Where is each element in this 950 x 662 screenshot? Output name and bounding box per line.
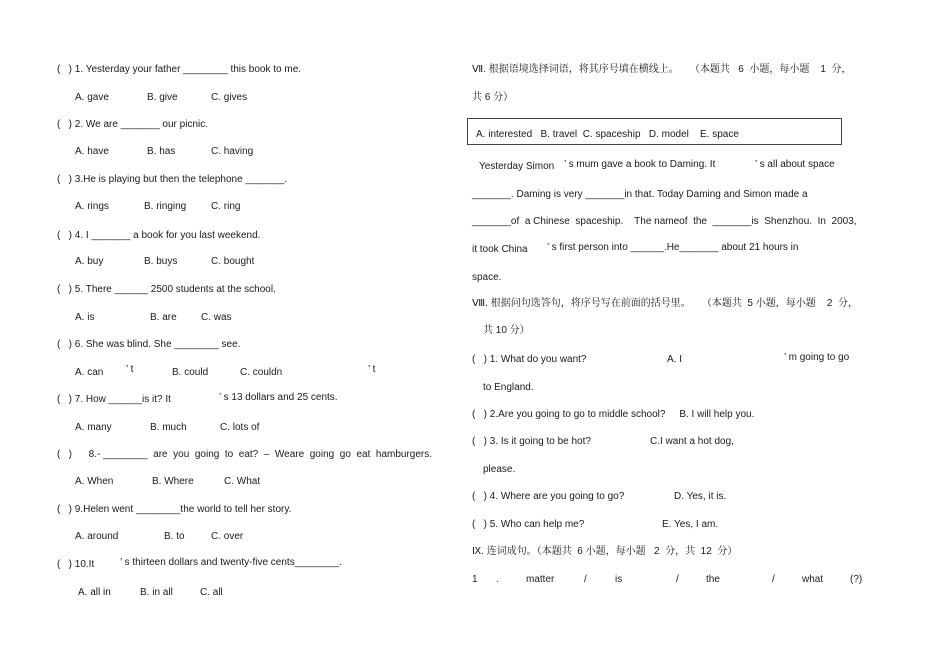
question-10: ( ) 10.It	[57, 559, 95, 570]
question-10-cont: ’ s thirteen dollars and twenty-five cents________.	[120, 557, 342, 568]
q9-option-c: C. over	[211, 531, 244, 542]
dialogue-4-question: ( ) 4. Where are you going to go?	[472, 491, 625, 502]
q2-option-c: C. having	[211, 146, 254, 157]
q6-option-c: C. couldn	[240, 367, 283, 378]
question-9: ( ) 9.Helen went ________the world to tell her story.	[57, 504, 292, 515]
q5-option-a: A. is	[75, 312, 95, 323]
q6-option-a: A. can	[75, 367, 104, 378]
q1-option-b: B. give	[147, 92, 178, 103]
q7-option-c: C. lots of	[220, 422, 260, 433]
section-8-title: Ⅷ. 根据问句选答句，将序号写在前面的括号里。 （本题共 5 小题，每小题 2 分，	[472, 298, 858, 309]
s9-q1-word-1: matter	[526, 574, 555, 585]
section-9-title: Ⅸ. 连词成句。（本题共 6 小题，每小题 2 分，共 12 分）	[472, 546, 738, 557]
s9-q1-dot: .	[496, 574, 499, 585]
dialogue-answer-e: E. Yes, I am.	[662, 519, 719, 530]
s9-q1-slash-2: /	[676, 574, 679, 585]
s9-q1-slash-1: /	[584, 574, 587, 585]
q5-option-c: C. was	[201, 312, 232, 323]
q5-option-b: B. are	[150, 312, 177, 323]
q8-option-c: C. What	[224, 476, 261, 487]
question-3: ( ) 3.He is playing but then the telephone _______.	[57, 174, 288, 185]
q4-option-b: B. buys	[144, 256, 178, 267]
q3-option-a: A. rings	[75, 201, 109, 212]
q10-option-c: C. all	[200, 587, 223, 598]
q7-option-a: A. many	[75, 422, 112, 433]
q10-option-b: B. in all	[140, 587, 173, 598]
q9-option-b: B. to	[164, 531, 185, 542]
question-7: ( ) 7. How ______is it? It	[57, 394, 171, 405]
dialogue-answer-d: D. Yes, it is.	[674, 491, 727, 502]
section-7-title-cont: 共 6 分）	[472, 92, 514, 103]
question-2: ( ) 2. We are _______ our picnic.	[57, 119, 209, 130]
section-8-title-cont: 共 10 分）	[483, 325, 530, 336]
q8-option-a: A. When	[75, 476, 114, 487]
dialogue-answer-c: C.I want a hot dog,	[650, 436, 734, 447]
passage-line-3: _______of a Chinese spaceship. The nameof the _______is Shenzhou. In 2003,	[472, 216, 857, 227]
s9-q1-number: 1	[472, 574, 478, 585]
q4-option-c: C. bought	[211, 256, 255, 267]
passage-line-1c: ’ s all about space	[755, 159, 835, 170]
q7-option-b: B. much	[150, 422, 187, 433]
dialogue-3-question: ( ) 3. Is it going to be hot?	[472, 436, 591, 447]
passage-line-4a: it took China	[472, 244, 528, 255]
dialogue-answer-c-cont: please.	[483, 464, 516, 475]
q6-apostrophe-1: ’ t	[126, 364, 134, 375]
q1-option-c: C. gives	[211, 92, 248, 103]
q2-option-a: A. have	[75, 146, 109, 157]
passage-line-1b: ’ s mum gave a book to Daming. It	[564, 159, 716, 170]
passage-line-5: space.	[472, 272, 502, 283]
s9-q1-end: (?)	[850, 574, 863, 585]
question-5: ( ) 5. There ______ 2500 students at the school.	[57, 284, 276, 295]
question-1: ( ) 1. Yesterday your father ________ this book to me.	[57, 64, 302, 75]
question-8: ( ) 8.- ________ are you going to eat? – Weare going go eat hamburgers.	[57, 449, 433, 460]
s9-q1-word-2: is	[615, 574, 623, 585]
passage-line-4b: ’ s first person into ______.He_______ about 21 hours in	[547, 242, 799, 253]
question-7-cont: ’ s 13 dollars and 25 cents.	[219, 392, 338, 403]
dialogue-1-question-cont: to England.	[483, 382, 534, 393]
dialogue-1-question: ( ) 1. What do you want?	[472, 354, 587, 365]
s9-q1-slash-3: /	[772, 574, 775, 585]
q3-option-c: C. ring	[211, 201, 241, 212]
dialogue-answer-a-cont: ’ m going to go	[784, 352, 850, 363]
q4-option-a: A. buy	[75, 256, 104, 267]
q6-option-b: B. could	[172, 367, 209, 378]
q9-option-a: A. around	[75, 531, 119, 542]
q6-apostrophe-2: ’ t	[368, 364, 376, 375]
word-bank: A. interested B. travel C. spaceship D. model E. space	[476, 129, 739, 140]
question-4: ( ) 4. I _______ a book for you last weekend.	[57, 230, 261, 241]
q8-option-b: B. Where	[152, 476, 194, 487]
q2-option-b: B. has	[147, 146, 176, 157]
section-7-title: Ⅶ. 根据语境选择词语，将其序号填在横线上。 （本题共 6 小题，每小题 1 分，	[472, 64, 852, 75]
q1-option-a: A. gave	[75, 92, 109, 103]
passage-line-2: _______. Daming is very _______in that. Today Daming and Simon made a	[472, 189, 808, 200]
s9-q1-word-4: what	[802, 574, 824, 585]
passage-line-1a: Yesterday Simon	[479, 161, 555, 172]
dialogue-answer-a: A. I	[667, 354, 683, 365]
dialogue-2: ( ) 2.Are you going to go to middle school? B. I will help you.	[472, 409, 755, 420]
q10-option-a: A. all in	[78, 587, 111, 598]
dialogue-5-question: ( ) 5. Who can help me?	[472, 519, 585, 530]
q3-option-b: B. ringing	[144, 201, 187, 212]
question-6: ( ) 6. She was blind. She ________ see.	[57, 339, 241, 350]
s9-q1-word-3: the	[706, 574, 720, 585]
